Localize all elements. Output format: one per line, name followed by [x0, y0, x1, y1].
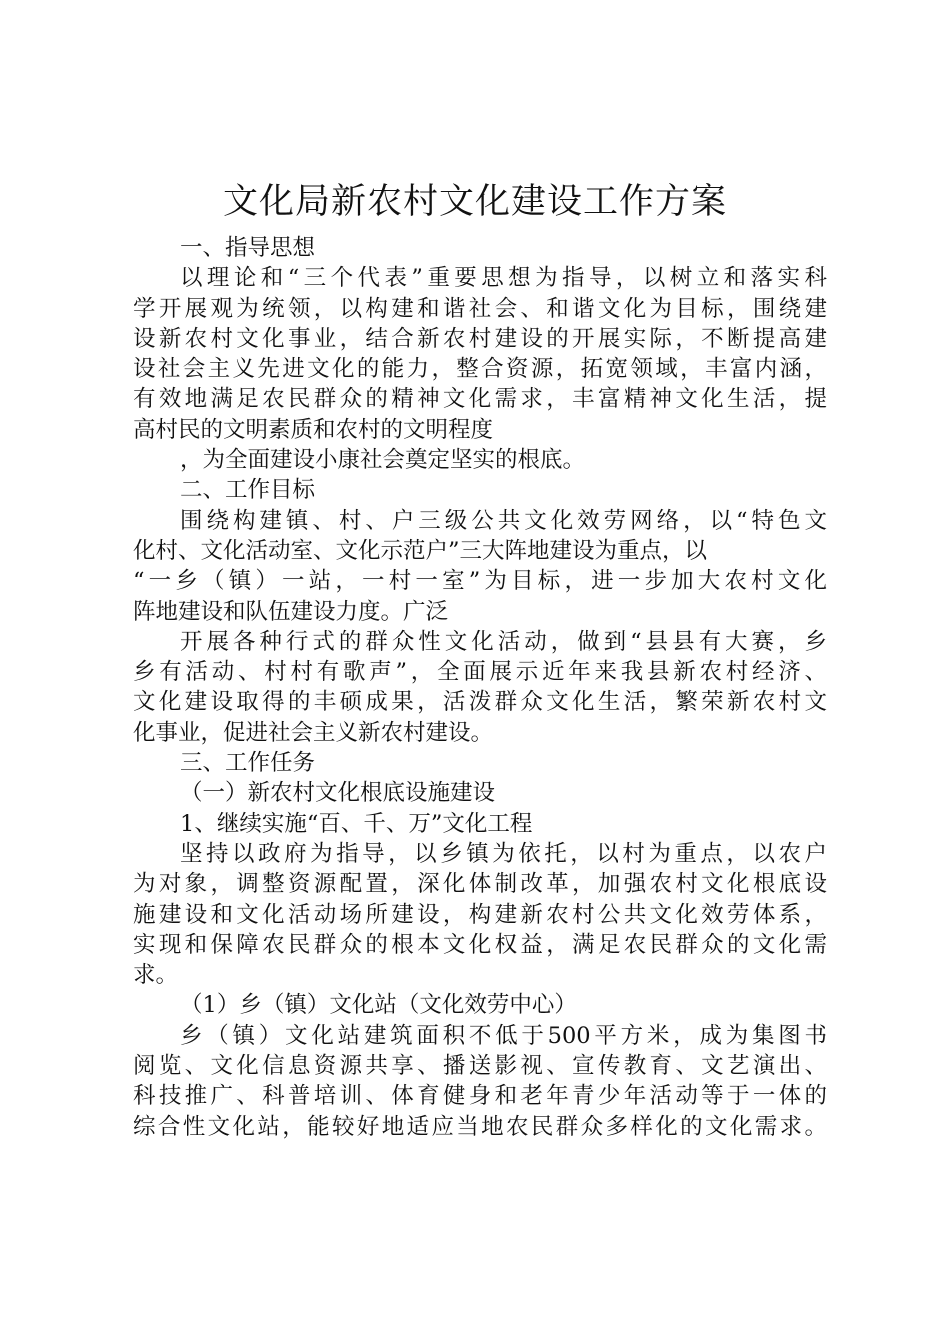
text-line: 开展各种行式的群众性文化活动，做到“县县有大赛，乡	[180, 628, 827, 655]
text-line: （一）新农村文化根底设施建设	[180, 780, 496, 807]
text-line: 乡有活动、村村有歌声”，全面展示近年来我县新农村经济、	[133, 659, 827, 686]
text-line: 施建设和文化活动场所建设，构建新农村公共文化效劳体系，	[133, 901, 827, 928]
text-line: 为对象，调整资源配置，深化体制改革，加强农村文化根底设	[133, 871, 827, 898]
text-line: 以理论和“三个代表”重要思想为指导，以树立和落实科	[180, 265, 827, 292]
text-line: 阵地建设和队伍建设力度。广泛	[133, 598, 449, 625]
document-body	[133, 233, 827, 1142]
text-line: 求。	[133, 962, 179, 989]
text-line: 设社会主义先进文化的能力，整合资源，拓宽领域，丰富内涵，	[133, 356, 827, 383]
text-line: 科技推广、科普培训、体育健身和老年青少年活动等于一体的	[133, 1083, 827, 1110]
text-line: 乡（镇）文化站建筑面积不低于500平方米，成为集图书	[180, 1022, 827, 1049]
text-line: 阅览、文化信息资源共享、播送影视、宣传教育、文艺演出、	[133, 1053, 827, 1080]
text-line: 有效地满足农民群众的精神文化需求，丰富精神文化生活，提	[133, 386, 827, 413]
text-line: 设新农村文化事业，结合新农村建设的开展实际，不断提高建	[133, 325, 827, 352]
text-line: ，为全面建设小康社会奠定坚实的根底。	[180, 447, 586, 474]
text-line: 综合性文化站，能较好地适应当地农民群众多样化的文化需求。	[133, 1113, 827, 1140]
text-line: 坚持以政府为指导，以乡镇为依托，以村为重点，以农户	[180, 840, 827, 867]
text-line: 一、指导思想	[180, 235, 316, 261]
text-line: （1）乡（镇）文化站（文化效劳中心）	[180, 992, 577, 1019]
text-line: “一乡（镇）一站，一村一室”为目标，进一步加大农村文化	[133, 568, 827, 595]
text-line: 高村民的文明素质和农村的文明程度	[133, 416, 494, 443]
text-line: 化事业，促进社会主义新农村建设。	[133, 719, 494, 746]
text-line: 围绕构建镇、村、户三级公共文化效劳网络，以“特色文	[180, 507, 827, 534]
text-line: 化村、文化活动室、文化示范户”三大阵地建设为重点，以	[133, 537, 708, 564]
text-line: 三、工作任务	[180, 750, 316, 777]
text-line: 1、继续实施“百、千、万”文化工程	[180, 810, 533, 837]
text-line: 文化建设取得的丰硕成果，活泼群众文化生活，繁荣新农村文	[133, 689, 827, 716]
document-title: 文化局新农村文化建设工作方案	[222, 182, 727, 222]
text-line: 二、工作目标	[180, 477, 316, 504]
text-line: 学开展观为统领，以构建和谐社会、和谐文化为目标，围绕建	[133, 295, 827, 322]
text-line: 实现和保障农民群众的根本文化权益，满足农民群众的文化需	[133, 931, 827, 958]
